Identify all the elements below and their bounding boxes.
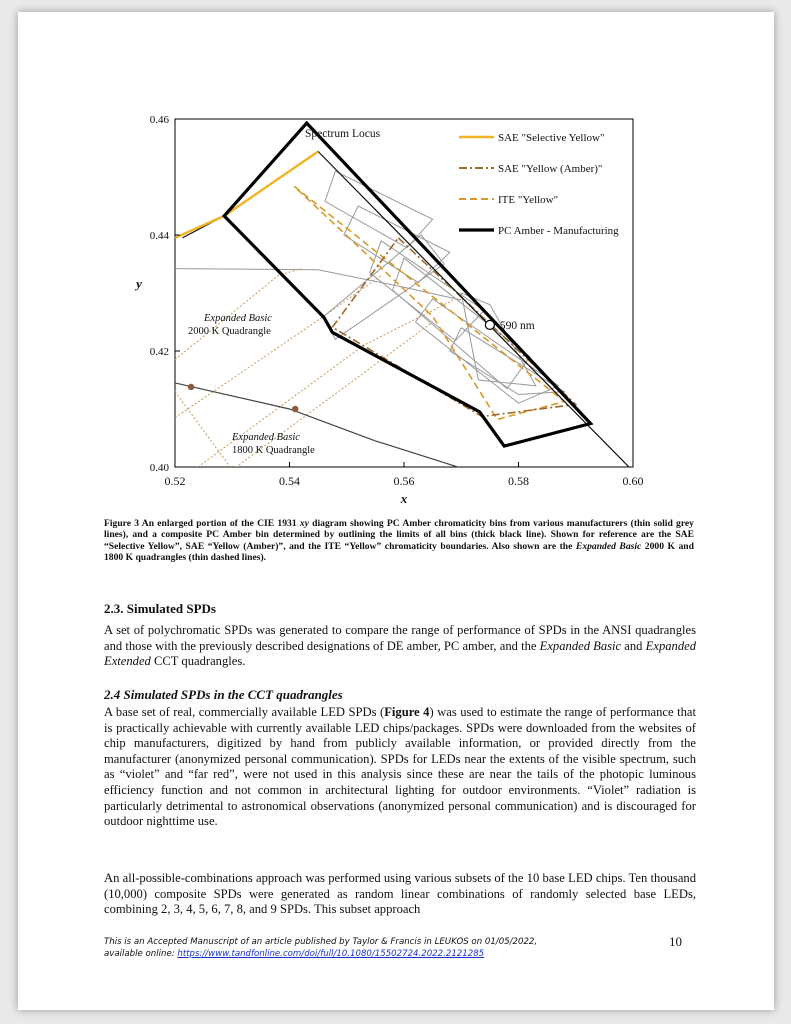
figure-caption: Figure 3 An enlarged portion of the CIE 1931 xy diagram showing PC Amber chromaticity bins from various manufacturers (thin solid grey lines), and a composite PC Amber bin determined by outlining the limits of all bins (thick black line). Shown for reference are the SAE “Selective Yellow”, SAE “Yellow (Amber)”, and the ITE “Yellow” chromaticity boundaries. Also shown are the Expanded Basic 2000 K and 1800 K quadrangles (thin dashed lines). bbox=[104, 518, 694, 564]
marker-590nm bbox=[485, 320, 494, 329]
paragraph-base-set: A base set of real, commercially available LED SPDs (Figure 4) was used to estimate the range of performance that is practically achievable with currently available LED chips/packages. SPDs were downloaded from the websites of chip manufacturers, digitized by hand from publicly available information, or provided directly from the manufacturer (anonymized personal communication). SPDs for LEDs near the extents of the visible spectrum, such as “violet” and “far red”, were not used in this analysis since these are near the tails of the photopic luminous efficiency function and not common in architectural lighting for outdoor environments. “Violet” radiation is particularly detrimental to astronomical observations (anonymized personal communication) and is discouraged for outdoor nighttime use. bbox=[104, 705, 696, 829]
plot-area bbox=[175, 123, 633, 471]
y-tick-label: 0.44 bbox=[149, 230, 169, 242]
annotation-590nm: 590 nm bbox=[499, 319, 535, 332]
legend-label: SAE "Yellow (Amber)" bbox=[498, 163, 603, 175]
planckian-1800-line bbox=[175, 383, 467, 470]
annotation-2000k-line2: 2000 K Quadrangle bbox=[188, 326, 271, 337]
x-tick-label: 0.56 bbox=[393, 474, 415, 488]
y-tick-label: 0.46 bbox=[149, 114, 169, 126]
figure-4-reference[interactable]: Figure 4 bbox=[384, 705, 430, 719]
annotation-2000k-line1: Expanded Basic bbox=[204, 313, 272, 324]
x-tick-label: 0.58 bbox=[508, 474, 529, 488]
cie-chromaticity-figure bbox=[18, 12, 774, 512]
manuscript-footer: This is an Accepted Manuscript of an article published by Taylor & Francis in LEUKOS on 01/05/2022, available online: https://www.tandfonline.com/doi/full/10.1080/15502724.2022.2121285 bbox=[104, 937, 538, 959]
cct-point bbox=[292, 406, 298, 412]
quadrangle-dotted-line bbox=[175, 392, 232, 470]
sae-yellow-amber-boundary bbox=[332, 238, 575, 417]
section-heading-2-3: 2.3. Simulated SPDs bbox=[104, 601, 216, 616]
annotation-1800k-line1: Expanded Basic bbox=[232, 432, 300, 443]
section-heading-2-4: 2.4 Simulated SPDs in the CCT quadrangles bbox=[104, 687, 343, 702]
page-number: 10 bbox=[669, 934, 682, 949]
manufacturer-bin bbox=[325, 171, 433, 248]
doi-link[interactable]: https://www.tandfonline.com/doi/full/10.1080/15502724.2022.2121285 bbox=[177, 949, 485, 959]
x-tick-label: 0.52 bbox=[164, 474, 186, 488]
y-axis-label: y bbox=[136, 276, 142, 291]
cct-point bbox=[188, 384, 194, 390]
annotation-1800k-line2: 1800 K Quadrangle bbox=[232, 445, 315, 456]
legend-label: PC Amber - Manufacturing bbox=[498, 225, 619, 237]
y-tick-label: 0.42 bbox=[149, 346, 169, 358]
legend-label: SAE "Selective Yellow" bbox=[498, 132, 605, 144]
x-tick-label: 0.54 bbox=[279, 474, 300, 488]
paragraph-combinations: An all-possible-combinations approach was performed using various subsets of the 10 base LED chips. Ten thousand (10,000) composite SPDs were generated as random linear combinations of randomly selected base LEDs, combining 2, 3, 4, 5, 6, 7, 8, and 9 SPDs. This subset approach bbox=[104, 871, 696, 917]
caption-label: Figure 3 bbox=[104, 518, 140, 529]
y-tick-label: 0.40 bbox=[149, 462, 169, 474]
legend-label: ITE "Yellow" bbox=[498, 194, 559, 206]
x-tick-label: 0.60 bbox=[622, 474, 644, 488]
annotation-spectrum-locus: Spectrum Locus bbox=[305, 128, 381, 140]
document-page bbox=[18, 12, 774, 1010]
x-axis-label: x bbox=[400, 491, 408, 506]
quadrangle-dotted-line bbox=[175, 276, 381, 418]
sae-selective-yellow-line bbox=[175, 152, 318, 238]
paragraph-simulated-spds: A set of polychromatic SPDs was generated to compare the range of performance of SPDs in the ANSI quadrangles and those with the previously described designations of DE amber, PC amber, and the Expanded Basic and Expanded Extended CCT quadrangles. bbox=[104, 623, 697, 669]
